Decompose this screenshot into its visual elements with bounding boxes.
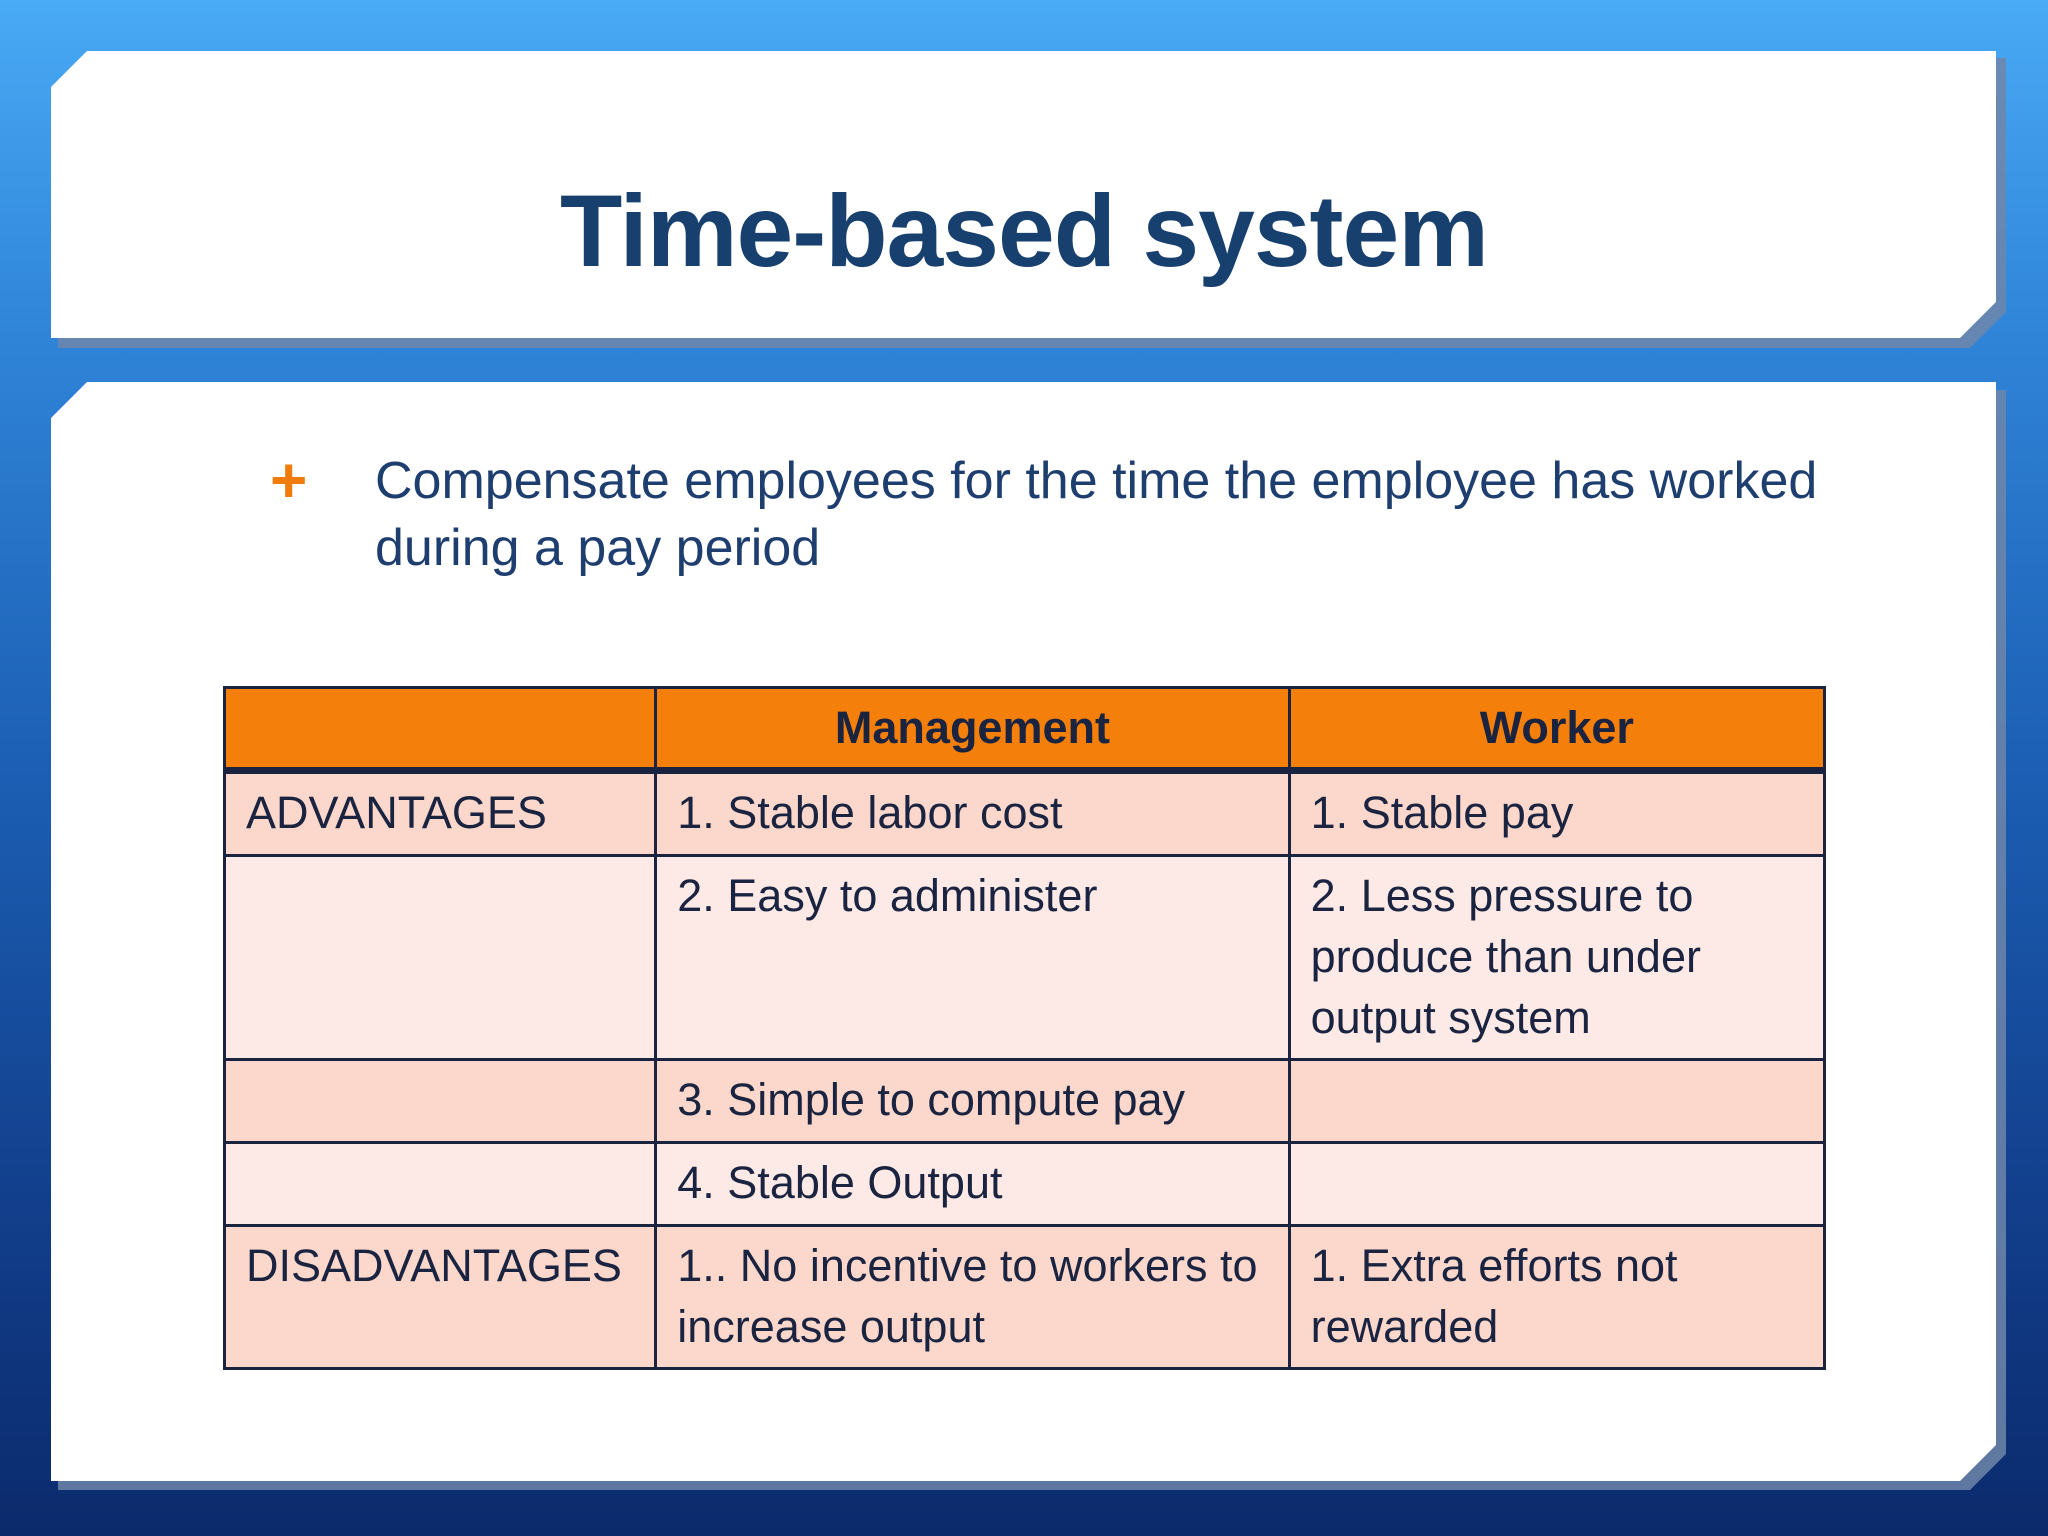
- management-cell: 1. Stable labor cost: [656, 771, 1289, 856]
- table-row: [225, 856, 1825, 1060]
- management-cell: 1.. No incentive to workers to increase output: [656, 1226, 1289, 1369]
- table-header-row: [225, 688, 1825, 771]
- row-label: ADVANTAGES: [225, 771, 656, 856]
- worker-cell: 2. Less pressure to produce than under output system: [1289, 856, 1824, 1060]
- management-cell: 4. Stable Output: [656, 1143, 1289, 1226]
- management-cell: 3. Simple to compute pay: [656, 1060, 1289, 1143]
- header-cell-worker: Worker: [1289, 688, 1824, 771]
- row-label: [225, 1060, 656, 1143]
- comparison-table: [223, 686, 1826, 1370]
- slide-title: Time-based system: [560, 174, 1488, 288]
- table-row: [225, 1060, 1825, 1143]
- plus-icon: +: [270, 444, 308, 516]
- management-cell: 2. Easy to administer: [656, 856, 1289, 1060]
- table-row: [225, 1226, 1825, 1369]
- table-row: [225, 771, 1825, 856]
- header-cell-management: Management: [656, 688, 1289, 771]
- row-label: DISADVANTAGES: [225, 1226, 656, 1369]
- table-row: [225, 1143, 1825, 1226]
- worker-cell: [1289, 1143, 1824, 1226]
- row-label: [225, 1143, 656, 1226]
- worker-cell: 1. Extra efforts not rewarded: [1289, 1226, 1824, 1369]
- header-cell-empty: [225, 688, 656, 771]
- worker-cell: [1289, 1060, 1824, 1143]
- row-label: [225, 856, 656, 1060]
- worker-cell: 1. Stable pay: [1289, 771, 1824, 856]
- bullet-text: Compensate employees for the time the employee has worked during a pay period: [375, 452, 1818, 577]
